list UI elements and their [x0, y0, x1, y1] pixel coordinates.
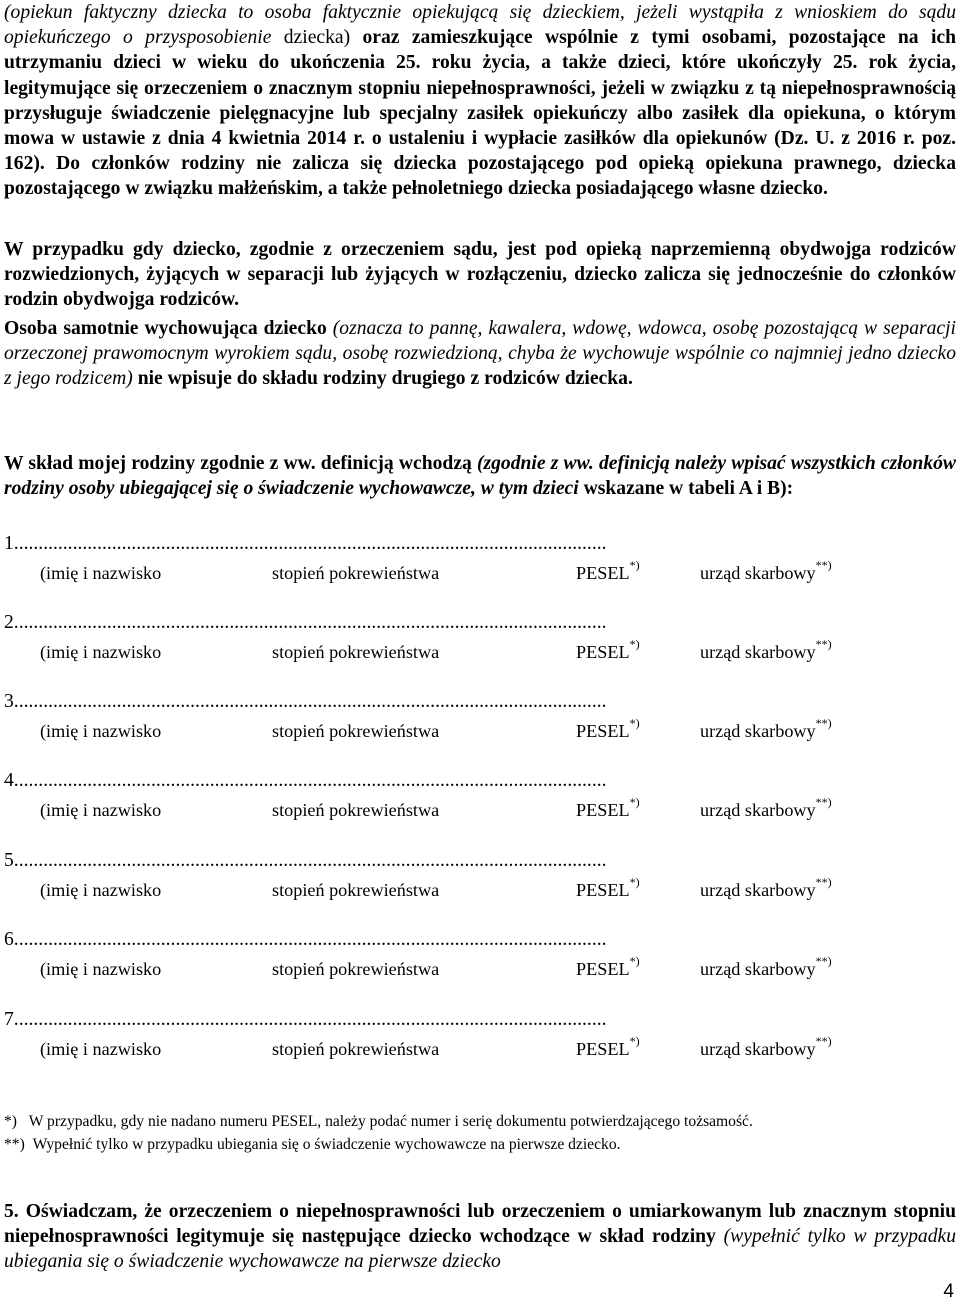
pesel-footnote-mark: *): [629, 795, 640, 809]
family-definition-paragraph: [4, 0, 956, 202]
actual-guardian-note: (opiekun faktyczny dziecka to osoba faktycznie opiekującą się dzieckiem, jeżeli wystąpiła z wnioskiem do sądu opiekuńczego o przysposobienie: [4, 2, 956, 49]
family-members-heading: W skład mojej rodziny zgodnie z ww. definicją wchodzą: [4, 453, 472, 474]
footnote-pesel: [4, 1112, 753, 1132]
relation-label: stopień pokrewieństwa: [272, 800, 440, 820]
pesel-label: PESEL*): [576, 954, 640, 979]
disability-declaration-note: (wypełnić tylko w przypadku ubiegania się o świadczenie wychowawcze na pierwsze dziecko: [4, 1226, 956, 1273]
relation-label: stopień pokrewieństwa: [272, 563, 440, 583]
family-member-labels: [0, 637, 960, 664]
family-members-tables-ref: wskazane w tabeli A i B):: [578, 478, 794, 500]
tax-footnote-mark: **): [815, 954, 832, 968]
tax-footnote-mark: **): [815, 795, 832, 809]
relation-label: stopień pokrewieństwa: [272, 721, 440, 741]
single-parent-paragraph: [4, 316, 956, 392]
family-member-fill-line[interactable]: 3.........................................................................................................................: [4, 691, 607, 712]
single-parent-term: Osoba samotnie wychowująca dziecko: [4, 318, 327, 339]
adoption-note: dziecka): [271, 27, 351, 49]
name-label: (imię i nazwisko: [40, 642, 162, 662]
disability-declaration: [4, 1199, 956, 1275]
disability-declaration-text: 5. Oświadczam, że orzeczeniem o niepełnosprawności lub orzeczeniem o umiarkowanym lub znacznym stopniu niepełnosprawności legitymuje się następujące dziecko wchodzące w skład rodziny: [4, 1201, 956, 1248]
single-parent-definition: (oznacza to pannę, kawalera, wdowę, wdowca, osobę pozostającą w separacji orzeczonej prawomocnym wyrokiem sądu, osobę rozwiedzioną, chyba że wychowuje wspólnie co najmniej jedno dziecko z jego rodzicem): [4, 318, 956, 390]
tax-office-label: urząd skarbowy**): [700, 795, 832, 820]
tax-footnote-mark: **): [815, 637, 832, 651]
pesel-label: PESEL*): [576, 558, 640, 583]
name-label: (imię i nazwisko: [40, 880, 162, 900]
tax-footnote-mark: **): [815, 558, 832, 572]
tax-office-label: urząd skarbowy**): [700, 637, 832, 662]
family-member-labels: [0, 954, 960, 981]
pesel-label: PESEL*): [576, 716, 640, 741]
family-member-fill-line[interactable]: 2.........................................................................................................................: [4, 612, 607, 633]
pesel-footnote-mark: *): [629, 558, 640, 572]
relation-label: stopień pokrewieństwa: [272, 642, 440, 662]
pesel-footnote-mark: *): [629, 716, 640, 730]
pesel-label: PESEL*): [576, 637, 640, 662]
tax-footnote-mark: **): [815, 1034, 832, 1048]
tax-office-label: urząd skarbowy**): [700, 716, 832, 741]
name-label: (imię i nazwisko: [40, 959, 162, 979]
tax-office-label: urząd skarbowy**): [700, 875, 832, 900]
family-members-instruction: [4, 451, 956, 501]
children-definition: oraz zamieszkujące wspólnie z tymi osobami, pozostające na ich utrzymaniu dzieci w wieku do ukończenia 25. roku życia, a także dzieci, które ukończyły 25. rok życia, legitymujące się orzeczeniem o znacznym stopniu niepełnosprawności, jeżeli w związku z tą niepełnosprawnością przysługuje świadczenie pielęgnacyjne lub specjalny zasiłek opiekuńczy albo zasiłek dla opiekuna, o którym mowa w ustawie z dnia 4 kwietnia 2014 r. o ustaleniu i wypłacie zasiłków dla opiekunów (Dz. U. z 2016 r. poz. 162).: [4, 27, 956, 175]
name-label: (imię i nazwisko: [40, 1039, 162, 1059]
page-number: 4: [943, 1281, 954, 1302]
tax-office-label: urząd skarbowy**): [700, 954, 832, 979]
pesel-footnote-mark: *): [629, 875, 640, 889]
pesel-label: PESEL*): [576, 875, 640, 900]
relation-label: stopień pokrewieństwa: [272, 880, 440, 900]
pesel-footnote-mark: *): [629, 1034, 640, 1048]
family-member-labels: [0, 795, 960, 822]
single-parent-rule: nie wpisuje do składu rodziny drugiego z rodziców dziecka.: [132, 368, 633, 390]
tax-office-label: urząd skarbowy**): [700, 1034, 832, 1059]
name-label: (imię i nazwisko: [40, 800, 162, 820]
joint-custody-paragraph: W przypadku gdy dziecko, zgodnie z orzeczeniem sądu, jest pod opieką naprzemienną obydwojga rodziców rozwiedzionych, żyjących w separacji lub żyjących w rozłączeniu, dziecko zalicza się jednocześnie do członków rodzin obydwojga rodziców.: [4, 239, 956, 311]
footnote-tax-mark: **): [4, 1136, 25, 1153]
tax-footnote-mark: **): [815, 716, 832, 730]
footnote-tax-office: [4, 1135, 621, 1155]
family-member-labels: [0, 716, 960, 743]
footnote-pesel-text: W przypadku, gdy nie nadano numeru PESEL, należy podać numer i serię dokumentu potwierdzającego tożsamość.: [28, 1113, 753, 1130]
family-member-labels: [0, 1034, 960, 1061]
pesel-footnote-mark: *): [629, 954, 640, 968]
name-label: (imię i nazwisko: [40, 563, 162, 583]
relation-label: stopień pokrewieństwa: [272, 959, 440, 979]
family-member-fill-line[interactable]: 6.........................................................................................................................: [4, 929, 607, 950]
tax-office-label: urząd skarbowy**): [700, 558, 832, 583]
footnote-tax-text: Wypełnić tylko w przypadku ubiegania się o świadczenie wychowawcze na pierwsze dziecko.: [32, 1136, 621, 1153]
name-label: (imię i nazwisko: [40, 721, 162, 741]
exclusions-text: Do członków rodziny nie zalicza się dziecka pozostającego pod opieką opiekuna prawnego, dziecka pozostającego w związku małżeńskim, a także pełnoletniego dziecka posiadającego własne dziecko.: [4, 153, 956, 200]
family-members-note: (zgodnie z ww. definicją należy wpisać wszystkich członków rodziny osoby ubiegającej się o świadczenie wychowawcze, w tym dzieci: [4, 453, 956, 500]
family-member-fill-line[interactable]: 5.........................................................................................................................: [4, 850, 607, 871]
family-member-fill-line[interactable]: 4.........................................................................................................................: [4, 770, 607, 791]
tax-footnote-mark: **): [815, 875, 832, 889]
relation-label: stopień pokrewieństwa: [272, 1039, 440, 1059]
family-member-labels: [0, 558, 960, 585]
pesel-label: PESEL*): [576, 795, 640, 820]
pesel-footnote-mark: *): [629, 637, 640, 651]
footnote-pesel-mark: *): [4, 1113, 17, 1130]
family-member-fill-line[interactable]: 7.........................................................................................................................: [4, 1009, 607, 1030]
family-member-labels: [0, 875, 960, 902]
pesel-label: PESEL*): [576, 1034, 640, 1059]
family-member-fill-line[interactable]: 1.........................................................................................................................: [4, 533, 607, 554]
